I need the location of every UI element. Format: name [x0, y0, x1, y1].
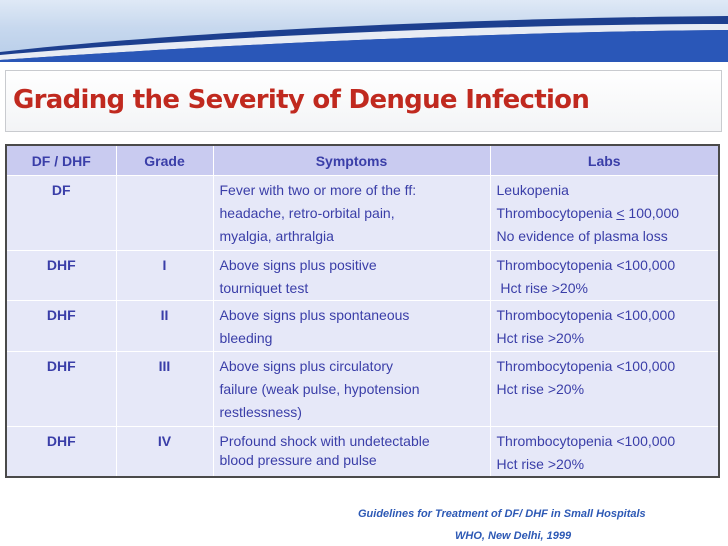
symptom-line: Above signs plus circulatory	[219, 357, 394, 374]
symptom-line: Profound shock with undetectable	[219, 432, 430, 449]
page-title: Grading the Severity of Dengue Infection	[13, 85, 590, 115]
symptom-line: bleeding	[219, 329, 273, 346]
table-row	[6, 426, 719, 477]
symptom-line: blood pressure and pulse	[219, 451, 377, 468]
lab-line: Leukopenia	[496, 181, 569, 198]
lab-line: Thrombocytopenia <100,000	[496, 306, 676, 323]
cell-grade: II	[116, 300, 213, 351]
symptom-line: Above signs plus positive	[219, 256, 377, 273]
header-grade: Grade	[116, 145, 213, 175]
lab-line: Hct rise >20%	[496, 380, 585, 397]
lab-line	[497, 202, 713, 225]
header-type: DF / DHF	[6, 145, 116, 175]
cell-labs	[490, 175, 719, 250]
cell-grade: III	[116, 351, 213, 426]
cell-grade	[116, 175, 213, 250]
lab-value: 100,000	[628, 204, 680, 221]
cell-symptoms	[213, 175, 490, 250]
symptom-line: Above signs plus spontaneous	[219, 306, 410, 323]
header-labs: Labs	[490, 145, 719, 175]
table-row	[6, 300, 719, 351]
lab-line: Hct rise >20%	[496, 455, 585, 472]
table-header-row	[6, 145, 719, 175]
lab-line: Hct rise >20%	[496, 279, 588, 296]
cell-type: DHF	[6, 300, 116, 351]
symptom-line: Fever with two or more of the ff:	[219, 181, 417, 198]
title-box	[5, 70, 722, 132]
cell-type: DHF	[6, 351, 116, 426]
citation-line-2: WHO, New Delhi, 1999	[455, 530, 572, 542]
cell-type: DF	[6, 175, 116, 250]
lab-text: Thrombocytopenia	[496, 204, 613, 221]
lab-line: Hct rise >20%	[496, 329, 585, 346]
severity-table	[5, 144, 720, 478]
cell-labs	[490, 351, 719, 426]
symptom-line: headache, retro-orbital pain,	[219, 204, 395, 221]
header-banner	[0, 0, 728, 62]
symptom-line: tourniquet test	[219, 279, 309, 296]
symptom-line: myalgia, arthralgia	[219, 227, 334, 244]
cell-labs	[490, 300, 719, 351]
table-row	[6, 175, 719, 250]
lab-line: No evidence of plasma loss	[496, 227, 668, 244]
cell-symptoms	[213, 426, 490, 477]
cell-labs	[490, 250, 719, 300]
header-symptoms: Symptoms	[213, 145, 490, 175]
lab-symbol: <	[616, 204, 625, 221]
lab-line: Thrombocytopenia <100,000	[496, 432, 676, 449]
cell-grade: IV	[116, 426, 213, 477]
symptom-line: restlessness)	[219, 403, 302, 420]
lab-line: Thrombocytopenia <100,000	[496, 357, 676, 374]
cell-type: DHF	[6, 426, 116, 477]
citation-line-1: Guidelines for Treatment of DF/ DHF in Small Hospitals	[358, 508, 646, 520]
table-row	[6, 250, 719, 300]
cell-symptoms	[213, 351, 490, 426]
cell-symptoms	[213, 300, 490, 351]
lab-line: Thrombocytopenia <100,000	[496, 256, 676, 273]
cell-symptoms	[213, 250, 490, 300]
cell-labs	[490, 426, 719, 477]
cell-type: DHF	[6, 250, 116, 300]
cell-grade: I	[116, 250, 213, 300]
symptom-line: failure (weak pulse, hypotension	[219, 380, 420, 397]
banner-swoosh	[0, 0, 728, 62]
table-row	[6, 351, 719, 426]
